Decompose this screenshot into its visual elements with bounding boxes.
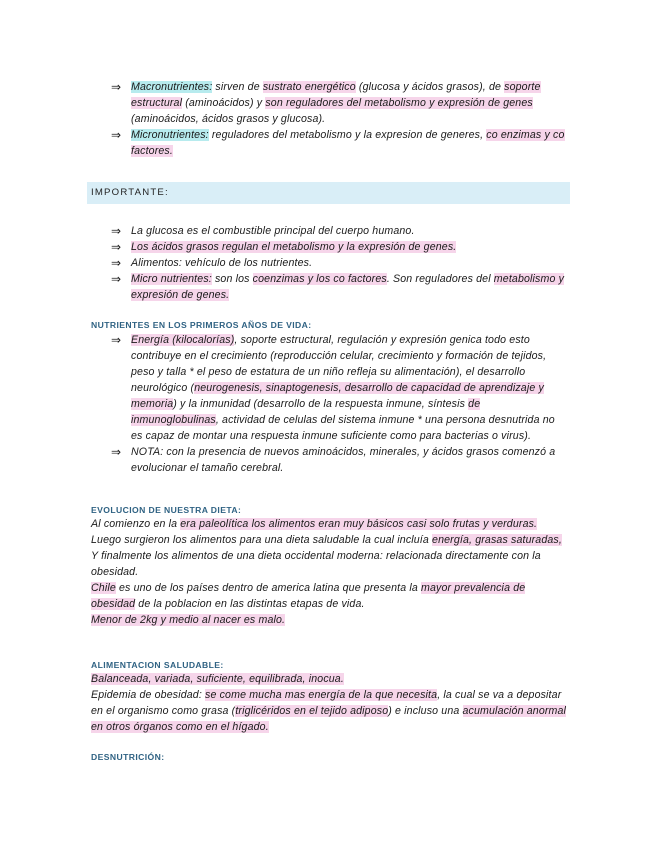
text-run: Alimentos: vehículo de los nutrientes.	[131, 257, 313, 269]
double-right-arrow-icon: ⇒	[111, 240, 122, 254]
double-right-arrow-icon: ⇒	[111, 224, 122, 238]
text-run: Epidemia de obesidad:	[91, 689, 206, 701]
highlight-run: son reguladores del metabolismo y expresión de genes	[265, 97, 533, 109]
text-run: son los	[211, 273, 253, 285]
importante-list	[111, 223, 566, 303]
list-item	[111, 79, 566, 127]
double-right-arrow-icon: ⇒	[111, 80, 122, 94]
highlight-run: de inmunoglobulinas	[131, 398, 481, 426]
paragraph-line	[91, 612, 567, 628]
list-item	[111, 239, 566, 255]
highlight-run: mayor prevalencia de obesidad	[91, 582, 526, 610]
highlight-run: acumulación anormal en otros órganos como en el hígado.	[91, 705, 567, 733]
text-run: ) y la inmunidad (desarrollo de la respuesta inmune, síntesis	[173, 398, 469, 410]
double-right-arrow-icon: ⇒	[111, 272, 122, 286]
list-item	[111, 223, 566, 239]
desnutricion-heading: DESNUTRICIÓN:	[91, 752, 165, 762]
nutrientes-heading: NUTRIENTES EN LOS PRIMEROS AÑOS DE VIDA:	[91, 320, 312, 330]
text-run: , soporte estructural, regulación y expresión genica todo esto contribuye en el crecimiento (reproducción celular, crecimiento y formación de tejidos, peso y talla * el peso de estatura de un niño refleja su alimentación), el desarrollo neurológico (	[131, 334, 547, 394]
text-run: (aminoácidos, ácidos grasos y glucosa).	[131, 113, 326, 125]
highlight-run: Micro nutrientes:	[131, 273, 212, 285]
double-right-arrow-icon: ⇒	[111, 333, 122, 347]
text-run: es uno de los países dentro de america latina que presenta la	[115, 582, 421, 594]
highlight-run: neurogenesis, sinaptogenesis, desarrollo de capacidad de aprendizaje y memoria	[131, 382, 544, 410]
text-run: Luego surgieron los alimentos para una dieta saludable la cual incluía	[91, 534, 433, 546]
list-item	[111, 444, 566, 476]
highlight-run: co enzimas y co factores.	[131, 129, 565, 157]
list-item	[111, 255, 566, 271]
text-run: La glucosa es el combustible principal del cuerpo humano.	[131, 225, 415, 237]
text-run: (glucosa y ácidos grasos), de	[355, 81, 505, 93]
paragraph-line	[91, 580, 567, 612]
double-right-arrow-icon: ⇒	[111, 128, 122, 142]
highlight-run: Chile	[91, 582, 116, 594]
highlight-run: Balanceada, variada, suficiente, equilibrada, inocua.	[91, 673, 344, 685]
paragraph-line	[91, 687, 567, 735]
text-run: Al comienzo en la	[91, 518, 181, 530]
paragraph-line	[91, 671, 567, 687]
paragraph-line	[91, 516, 567, 532]
evolucion-paragraph	[91, 516, 567, 628]
text-run: NOTA: con la presencia de nuevos aminoácidos, minerales, y ácidos grasos comenzó a evolucionar el tamaño cerebral.	[131, 446, 556, 474]
highlight-run: triglicéridos en el tejido adiposo	[235, 705, 389, 717]
importante-banner	[87, 182, 570, 204]
highlight-run: coenzimas y los co factores	[252, 273, 387, 285]
paragraph-line	[91, 532, 567, 548]
highlight-run: era paleolítica los alimentos eran muy básicos casi solo frutas y verduras.	[180, 518, 538, 530]
text-run: , actividad de celulas del sistema inmune * una persona desnutrida no es capaz de montar una respuesta inmune suficiente como para bacterias o virus).	[131, 414, 555, 442]
list-item	[111, 127, 566, 159]
highlight-run: se come mucha mas energía de la que necesita	[205, 689, 438, 701]
evolucion-heading: EVOLUCION DE NUESTRA DIETA:	[91, 505, 242, 515]
double-right-arrow-icon: ⇒	[111, 445, 122, 459]
list-item	[111, 332, 566, 444]
term-macronutrientes: Macronutrientes:	[131, 81, 213, 93]
text-run: . Son reguladores del	[386, 273, 494, 285]
nutrient-types-list	[111, 79, 566, 159]
text-run: de la poblacion en las distintas etapas de vida.	[135, 598, 365, 610]
highlight-run: Menor de 2kg y medio al nacer es malo.	[91, 614, 286, 626]
list-item	[111, 271, 566, 303]
highlight-run: Energía (kilocalorías)	[131, 334, 235, 346]
double-right-arrow-icon: ⇒	[111, 256, 122, 270]
highlight-run: sustrato energético	[262, 81, 356, 93]
nutrientes-list	[111, 332, 566, 476]
highlight-run: energía, grasas saturadas,	[432, 534, 562, 546]
highlight-run: metabolismo y expresión de genes.	[131, 273, 565, 301]
text-run: , la cual se va a depositar en el organismo como grasa (	[91, 689, 562, 717]
text-run: (aminoácidos) y	[182, 97, 266, 109]
paragraph-line: Y finalmente los alimentos de una dieta occidental moderna: relacionada directamente con la obesidad.	[91, 550, 541, 578]
text-run: reguladores del metabolismo y la expresion de generes,	[208, 129, 487, 141]
alimentacion-heading: ALIMENTACION SALUDABLE:	[91, 660, 224, 670]
term-micronutrientes: Micronutrientes:	[131, 129, 209, 141]
text-run: sirven de	[212, 81, 263, 93]
highlight-run: Los ácidos grasos regulan el metabolismo y la expresión de genes.	[131, 241, 457, 253]
text-run: ) e incluso una	[388, 705, 463, 717]
importante-label: IMPORTANTE:	[91, 187, 169, 198]
highlight-run: soporte estructural	[131, 81, 541, 109]
alimentacion-paragraph	[91, 671, 567, 735]
